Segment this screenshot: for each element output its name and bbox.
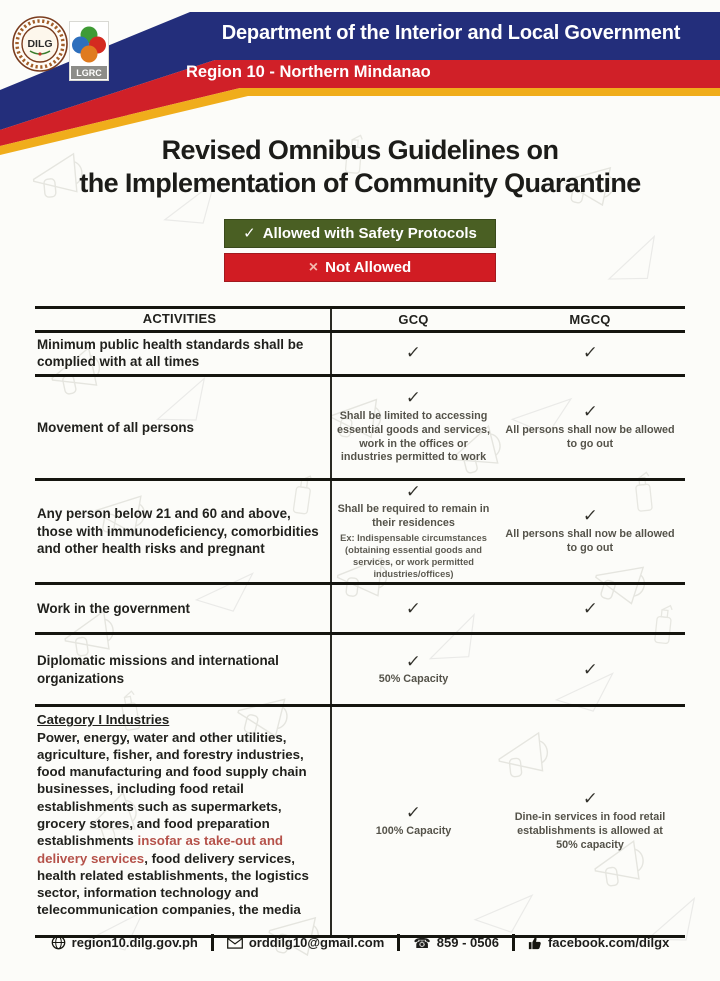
check-icon: ✓ xyxy=(405,651,422,671)
footer-separator xyxy=(512,934,515,951)
allowed-badge xyxy=(224,219,496,248)
facebook-link[interactable]: facebook.com/dilgx xyxy=(547,935,670,950)
footer-separator xyxy=(397,934,400,951)
gcq-cell xyxy=(330,585,495,632)
allowed-badge-label: Allowed with Safety Protocols xyxy=(262,225,477,242)
check-icon: ✓ xyxy=(405,342,422,362)
not-allowed-badge xyxy=(224,253,496,282)
mgcq-note: Dine-in services in food retail establishments is allowed at 50% capacity xyxy=(514,810,666,851)
phone-icon: ☎ xyxy=(413,934,431,951)
table-row xyxy=(35,585,685,635)
check-icon: ✓ xyxy=(405,481,422,501)
footer-separator xyxy=(211,934,214,951)
department-title: Department of the Interior and Local Government xyxy=(221,22,681,44)
table-row xyxy=(35,377,685,481)
region-subtitle: Region 10 - Northern Mindanao xyxy=(186,63,431,81)
activity-cell xyxy=(35,377,330,478)
column-header-gcq: GCQ xyxy=(330,309,495,330)
lgrc-logo-text: LGRC xyxy=(76,68,102,78)
activity-text: Power, energy, water and other utilities, agriculture, fisher, and forestry industries, food manufacturing and food supply chain businesses, including food retail establishments such as supermarkets, grocery stores, and food preparation establishments xyxy=(37,729,307,849)
page-title xyxy=(0,134,720,200)
activity-text-highlight: insofar as take-out and delivery services xyxy=(37,833,284,866)
thumbs-up-icon xyxy=(528,936,542,950)
activity-cell xyxy=(35,585,330,632)
phone-number: 859 - 0506 xyxy=(436,935,499,950)
email-link[interactable]: orddilg10@gmail.com xyxy=(248,935,385,950)
mgcq-note: All persons shall now be allowed to go out xyxy=(505,528,675,554)
legend xyxy=(0,219,720,282)
check-icon: ✓ xyxy=(405,803,422,823)
gcq-cell xyxy=(330,481,495,583)
column-header-mgcq: MGCQ xyxy=(569,311,611,327)
cross-icon: × xyxy=(308,258,319,276)
activity-text: Any person below 21 and 60 and above, those with immunodeficiency, comorbidities and other health risks and pregnant xyxy=(37,506,319,557)
activity-text: , food delivery services, health related establishments, the logistics sector, information technology and telecommunication companies, the media xyxy=(37,850,309,918)
mgcq-cell xyxy=(495,635,685,704)
table-row xyxy=(35,333,685,377)
gcq-subnote: Ex: Indispensable circumstances (obtaining essential goods and services, or work permitted industries/offices) xyxy=(340,533,487,580)
dilg-logo-text: DILG xyxy=(27,38,53,50)
activity-cell xyxy=(35,481,330,583)
page-title-line1: Revised Omnibus Guidelines on xyxy=(161,135,559,165)
gcq-cell xyxy=(330,333,495,374)
table-row xyxy=(35,635,685,707)
page-title-line2: the Implementation of Community Quarantine xyxy=(79,168,641,198)
check-icon: ✓ xyxy=(243,225,256,242)
check-icon: ✓ xyxy=(581,598,599,618)
website-link[interactable]: region10.dilg.gov.ph xyxy=(71,935,198,950)
gcq-note: 50% Capacity xyxy=(378,673,449,686)
activity-text: Diplomatic missions and international organizations xyxy=(37,653,279,686)
mgcq-cell xyxy=(495,377,685,478)
activity-text: Work in the government xyxy=(37,601,191,617)
table-row xyxy=(35,481,685,586)
mgcq-cell xyxy=(495,333,685,374)
mgcq-note: All persons shall now be allowed to go out xyxy=(505,423,675,450)
mgcq-cell xyxy=(495,481,685,583)
activity-text: Minimum public health standards shall be complied with at all times xyxy=(37,336,304,370)
gcq-note: 100% Capacity xyxy=(375,824,452,837)
gcq-cell xyxy=(330,635,495,704)
check-icon: ✓ xyxy=(405,598,422,618)
gcq-note: Shall be required to remain in their residences xyxy=(337,503,490,530)
activity-cell xyxy=(35,707,330,935)
table-row xyxy=(35,707,685,938)
globe-icon xyxy=(51,935,66,950)
check-icon: ✓ xyxy=(405,388,422,408)
check-icon: ✓ xyxy=(581,342,599,362)
lgrc-logo xyxy=(69,21,109,81)
guidelines-table xyxy=(35,306,685,938)
dilg-seal-logo xyxy=(12,16,68,72)
phone-item xyxy=(413,935,499,950)
table-header-row xyxy=(35,309,685,333)
activity-cell xyxy=(35,333,330,374)
check-icon: ✓ xyxy=(581,789,599,809)
not-allowed-badge-label: Not Allowed xyxy=(325,259,412,276)
mgcq-cell xyxy=(495,707,685,935)
check-icon: ✓ xyxy=(581,402,599,422)
gcq-note: Shall be limited to accessing essential goods and services, work in the offices or industries permitted to work xyxy=(336,409,491,464)
check-icon: ✓ xyxy=(581,659,599,679)
website-item[interactable] xyxy=(51,935,198,950)
gcq-cell xyxy=(330,377,495,478)
envelope-icon xyxy=(227,937,243,949)
activity-text: Movement of all persons xyxy=(37,419,194,435)
activity-cell xyxy=(35,635,330,704)
facebook-item[interactable] xyxy=(528,935,669,950)
gcq-cell xyxy=(330,707,495,935)
contact-footer xyxy=(0,934,720,951)
activity-heading: Category I Industries xyxy=(37,712,170,728)
column-header-activities: ACTIVITIES xyxy=(142,311,217,326)
email-item[interactable] xyxy=(227,935,384,950)
mgcq-cell xyxy=(495,585,685,632)
check-icon: ✓ xyxy=(581,506,599,526)
